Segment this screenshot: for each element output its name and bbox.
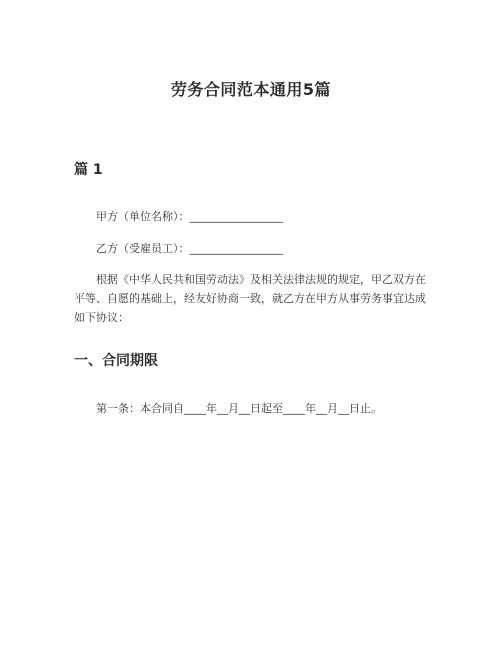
chapter-heading: 一、合同期限 [74,353,158,369]
document-title: 劳务合同范本通用5篇 [170,80,332,99]
intro-paragraph: 根据《中华人民共和国劳动法》及相关法律法规的规定，甲乙双方在平等、自愿的基础上，经友好协商一致，就乙方在甲方从事劳务事宜达成如下协议： [74,273,426,324]
article-1-paragraph: 第一条：本合同自____年__月__日起至____年__月__日止。 [96,402,382,415]
section-heading: 篇 1 [74,162,103,178]
party-a-line: 甲方（单位名称）：_________________ [96,210,283,223]
party-b-line: 乙方（受雇员工）：_________________ [96,242,283,255]
